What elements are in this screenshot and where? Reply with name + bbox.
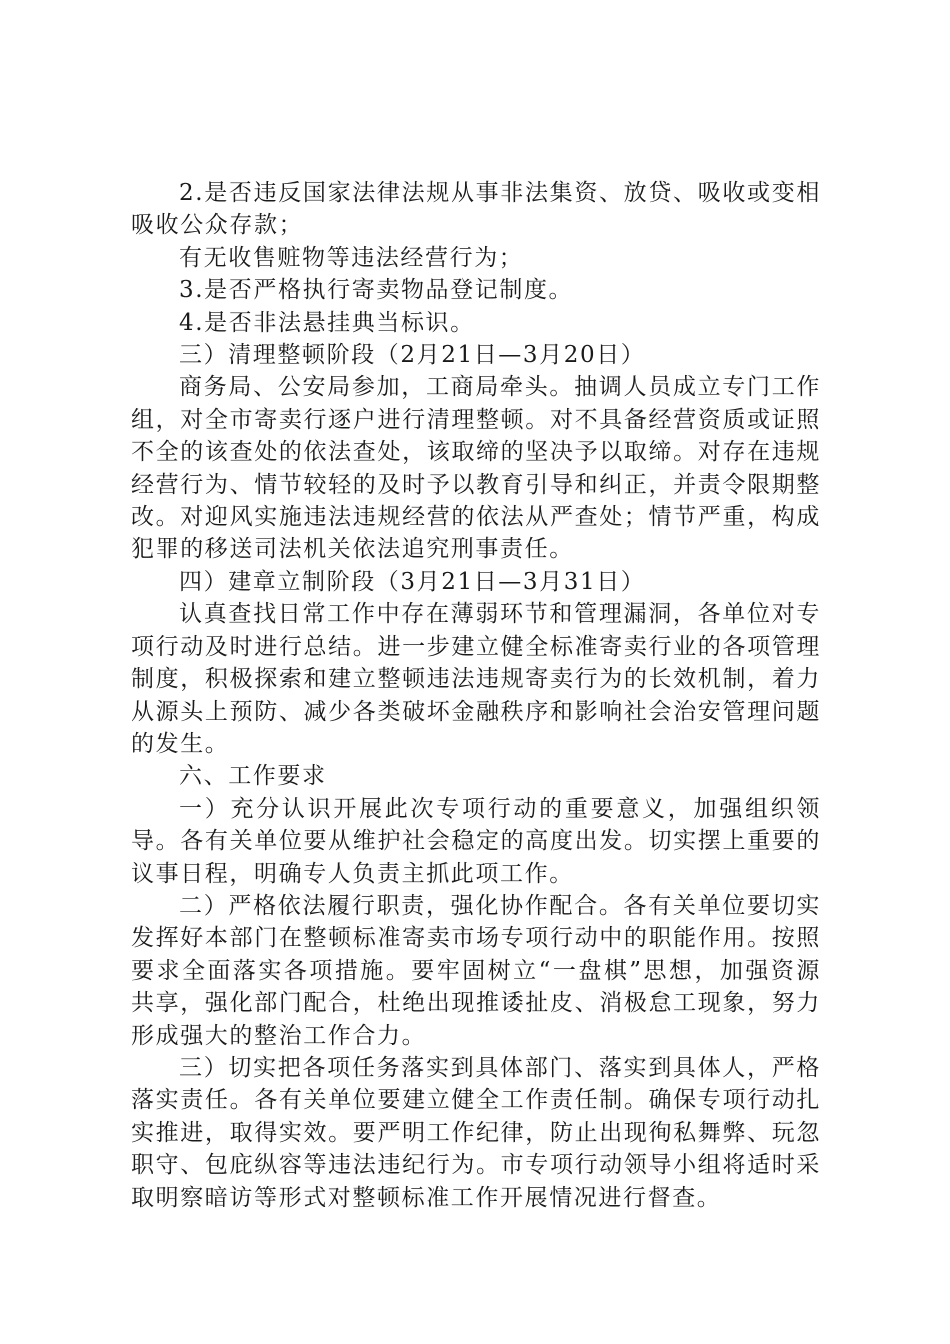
document-body: [131, 177, 821, 1214]
section-heading-rectification: 三）清理整顿阶段（2月21日—3月20日）: [179, 342, 646, 369]
paragraph-requirement-1: 一）充分认识开展此次专项行动的重要意义，加强组织领导。各有关单位要从维护社会稳定的高度出发。切实摆上重要的议事日程，明确专人负责主抓此项工作。: [131, 795, 821, 887]
paragraph-illegal-goods: 有无收售赃物等违法经营行为；: [179, 244, 524, 271]
paragraph-rectification: 商务局、公安局参加，工商局牵头。抽调人员成立专门工作组，对全市寄卖行逐户进行清理整顿。对不具备经营资质或证照不全的该查处的依法查处，该取缔的坚决予以取缔。对存在违规经营行为、情节较轻的及时予以教育引导和纠正，并责令限期整改。对迎风实施违法违规经营的依法从严查处；情节严重，构成犯罪的移送司法机关依法追究刑事责任。: [131, 374, 821, 563]
paragraph-item-2: 2.是否违反国家法律法规从事非法集资、放贷、吸收或变相吸收公众存款；: [131, 180, 821, 239]
section-heading-regulation: 四）建章立制阶段（3月21日—3月31日）: [179, 568, 646, 595]
paragraph-item-3: 3.是否严格执行寄卖物品登记制度。: [179, 277, 574, 304]
section-heading-requirements: 六、工作要求: [179, 763, 327, 790]
paragraph-requirement-3: 三）切实把各项任务落实到具体部门、落实到具体人，严格落实责任。各有关单位要建立健全工作责任制。确保专项行动扎实推进，取得实效。要严明工作纪律，防止出现徇私舞弊、玩忽职守、包庇纵容等违法违纪行为。市专项行动领导小组将适时采取明察暗访等形式对整顿标准工作开展情况进行督查。: [131, 1054, 821, 1211]
paragraph-item-4: 4.是否非法悬挂典当标识。: [179, 309, 475, 336]
paragraph-regulation: 认真查找日常工作中存在薄弱环节和管理漏洞，各单位对专项行动及时进行总结。进一步建立健全标准寄卖行业的各项管理制度，积极探索和建立整顿违法违规寄卖行为的长效机制，着力从源头上预防、减少各类破坏金融秩序和影响社会治安管理问题的发生。: [131, 601, 821, 757]
paragraph-requirement-2: 二）严格依法履行职责，强化协作配合。各有关单位要切实发挥好本部门在整顿标准寄卖市场专项行动中的职能作用。按照要求全面落实各项措施。要牢固树立“一盘棋”思想，加强资源共享，强化部门配合，杜绝出现推诿扯皮、消极怠工现象，努力形成强大的整治工作合力。: [131, 892, 821, 1049]
